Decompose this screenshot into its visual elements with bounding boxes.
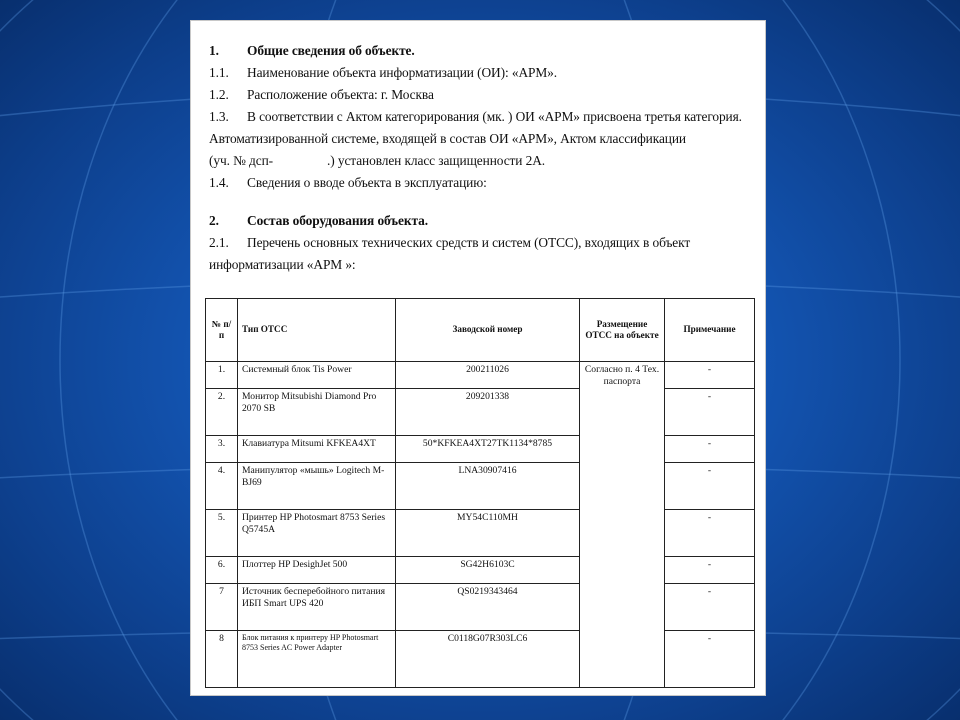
row-num: 4. (206, 462, 238, 509)
table-row (206, 389, 755, 436)
header-type: Тип ОТСС (238, 299, 396, 362)
document-page (190, 20, 766, 696)
row-serial: SG42H6103C (396, 556, 580, 583)
row-note: - (665, 462, 755, 509)
row-num: 7 (206, 583, 238, 630)
item-1-4: 1.4. Сведения о вводе объекта в эксплуатацию: (209, 175, 487, 190)
header-num: № п/ п (206, 299, 238, 362)
row-num: 3. (206, 436, 238, 463)
row-serial: 209201338 (396, 389, 580, 436)
header-placement: Размещение ОТСС на объекте (580, 299, 665, 362)
row-serial: MY54C110MH (396, 509, 580, 556)
row-num: 2. (206, 389, 238, 436)
placement-cell: Согласно п. 4 Тех. паспорта (580, 362, 665, 688)
table-row (206, 509, 755, 556)
table-row (206, 630, 755, 687)
row-num: 6. (206, 556, 238, 583)
table-row (206, 556, 755, 583)
row-serial: 50*KFKEA4XT27TK1134*8785 (396, 436, 580, 463)
item-2-1: 2.1. Перечень основных технических средств и систем (ОТСС), входящих в объект (209, 235, 691, 250)
row-type: Клавиатура Mitsumi KFKEA4XT (238, 436, 396, 463)
otcc-table (205, 298, 755, 688)
item-1-2: 1.2. Расположение объекта: г. Москва (209, 87, 434, 102)
table-header-row (206, 299, 755, 362)
row-serial: LNA30907416 (396, 462, 580, 509)
row-type: Монитор Mitsubishi Diamond Pro 2070 SB (238, 389, 396, 436)
item-2-1-continuation: информатизации «АРМ »: (209, 257, 356, 272)
item-1-3-continuation: Автоматизированной системе, входящей в состав ОИ «АРМ», Актом классификации (209, 131, 686, 146)
row-type: Системный блок Tis Power (238, 362, 396, 389)
row-note: - (665, 509, 755, 556)
row-serial: C0118G07R303LC6 (396, 630, 580, 687)
table-row (206, 462, 755, 509)
row-num: 1. (206, 362, 238, 389)
header-serial: Заводской номер (396, 299, 580, 362)
row-num: 8 (206, 630, 238, 687)
row-serial: 200211026 (396, 362, 580, 389)
table-row (206, 436, 755, 463)
row-type: Блок питания к принтеру HP Photosmart 8753 Series AC Power Adapter (238, 630, 396, 687)
table-row (206, 583, 755, 630)
section2-heading: 2. Состав оборудования объекта. (209, 213, 428, 228)
row-note: - (665, 362, 755, 389)
row-note: - (665, 556, 755, 583)
table-row (206, 362, 755, 389)
row-type: Принтер HP Photosmart 8753 Series Q5745A (238, 509, 396, 556)
row-note: - (665, 389, 755, 436)
section1-heading: 1. Общие сведения об объекте. (209, 43, 415, 58)
row-note: - (665, 583, 755, 630)
row-serial: QS0219343464 (396, 583, 580, 630)
row-type: Плоттер HP DesighJet 500 (238, 556, 396, 583)
row-note: - (665, 630, 755, 687)
row-num: 5. (206, 509, 238, 556)
item-1-1: 1.1. Наименование объекта информатизации (ОИ): «АРМ». (209, 65, 558, 80)
row-type: Манипулятор «мышь» Logitech M-BJ69 (238, 462, 396, 509)
row-type: Источник бесперебойного питания ИБП Smart UPS 420 (238, 583, 396, 630)
item-1-3: 1.3. В соответствии с Актом категорирования (мк. ) ОИ «АРМ» присвоена третья категория. (209, 109, 742, 124)
row-note: - (665, 436, 755, 463)
item-1-3-continuation-2: (уч. № дсп- .) установлен класс защищенности 2А. (209, 153, 546, 168)
header-note: Примечание (665, 299, 755, 362)
